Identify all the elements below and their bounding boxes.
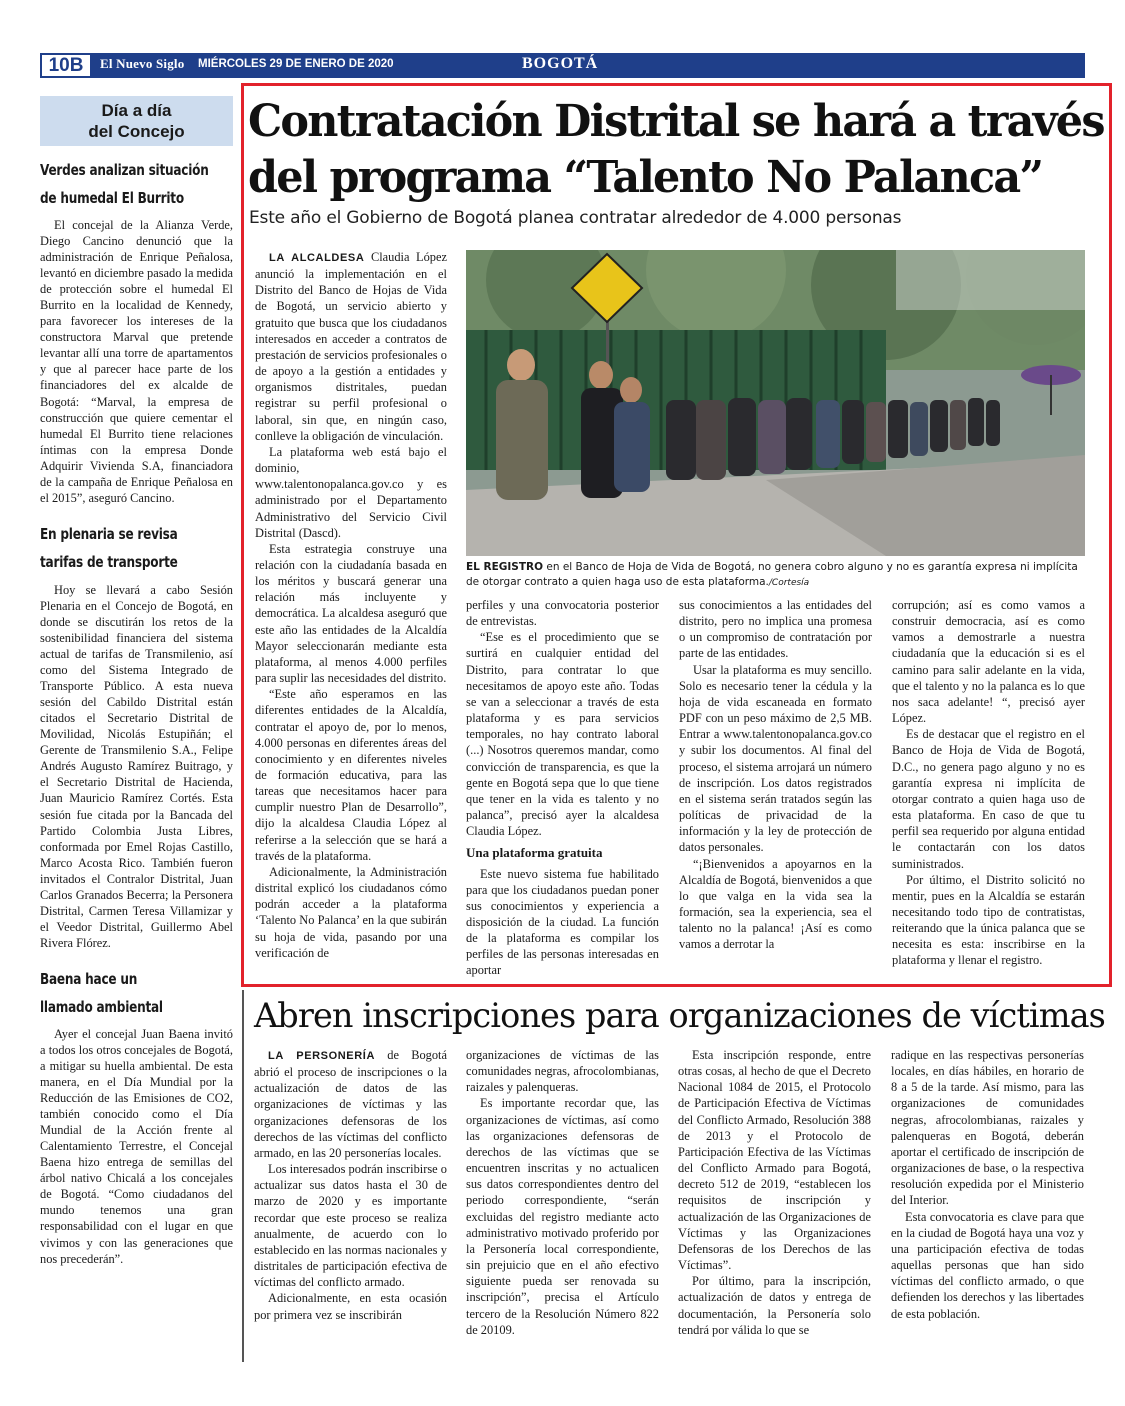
caption-text: en el Banco de Hoja de Vida de Bogotá, no genera cobro alguno y no es garantía expresa ni implícita de otorgar contrato a quien haga uso de esta plataforma. [466,561,1078,588]
main-subheadline: Este año el Gobierno de Bogotá planea contratar alrededor de 4.000 personas [249,208,902,228]
paragraph: de Bogotá abrió el proceso de inscripciones o la actualización de datos de las organizaciones de víctimas y las organizaciones defensoras de los derechos de las víctimas del conflicto armado, en las 20 personerías locales. [254,1048,447,1160]
story-body: Hoy se llevará a cabo Sesión Plenaria en el Concejo de Bogotá, en donde se discutirán los retos de la sostenibilidad financiera del sistema actual de tarifas de Transmilenio, así como del Sistema Integrado de Transporte Público. A esta nueva sesión del Cabildo Distrital están citados el Secretario Distrital de Movilidad, Nicolás Estupiñán; el Gerente de Transmilenio S.A., Felipe Andrés Augusto Ramírez Buitrago, y el Secretario Distrital de Hacienda, Juan Mauricio Ramírez Cortés. Esta sesión fue citada por la Bancada del Partido Colombia Justa Libres, conformada por Emel Rojas Castillo, Marco Acosta Rico. También fueron invitados el Contralor Distrital, Juan Carlos Granados Becerra; la Personera Distrital, Carmen Teresa Villamizar y el Veedor Distrital, Guillermo Abel Rivera Flórez. [40,582,233,950]
paragraph: perfiles y una convocatoria posterior de entrevistas. [466,598,659,629]
paragraph: organizaciones de víctimas de las comunidades negras, afrocolombianas, raizales y palenqueras. [466,1048,659,1095]
sidebar-title-box [40,96,233,146]
article-column-3 [679,597,872,952]
paragraph: Los interesados podrán inscribirse o actualizar sus datos hasta el 30 de marzo de 2020 y es importante recordar que este proceso se realiza anualmente, de acuerdo con lo establecido en las normas nacionales y distritales de participación efectiva de víctimas del conflicto armado. [254,1162,447,1290]
article-column-1 [255,249,447,961]
story-headline: En plenaria se revisa [40,524,178,543]
victims-column-4 [891,1047,1084,1322]
paragraph: radique en las respectivas personerías locales, en días hábiles, en horario de 8 a 5 de la tarde. Así mismo, para las organizaciones de comunidades negras, afrocolombianas, raizales y palenqueras en Bogotá, deberán aportar el certificado de inscripción de organizaciones de base, o la respectiva resolución expedida por el Ministerio del Interior. [891,1048,1084,1208]
paragraph: Por último, el Distrito solicitó no mentir, pues en la Alcaldía se estarán necesitando todo tipo de contratistas, reiterando que la única palanca que se necesita es esta: inscribirse en la plataforma y llenar el registro. [892,872,1085,968]
paragraph: Este nuevo sistema fue habilitado para que los ciudadanos puedan poner sus conocimientos y experiencia a disposición de la ciudad. La función de la plataforma es compilar los perfiles de las personas interesadas en aportar [466,866,659,978]
paragraph: “Ese es el procedimiento que se surtirá en cualquier entidad del Distrito, para contratar lo que necesitamos de apoyo este año. Todas se van a seleccionar a través de esta plataforma y es para servicios temporales, no hay contrato laboral (...) Nosotros queremos mandar, como convicción de transparencia, es que la gente en Bogotá sepa que lo que tiene que tener en la vida es talento y no palanca”, precisó ayer la alcaldesa Claudia López. [466,630,659,839]
main-headline [248,94,1108,206]
photo-caption [466,560,1085,591]
story-headline: tarifas de transporte [40,552,178,571]
sidebar-story-baena [40,965,233,1267]
caption-lead: EL REGISTRO [466,561,544,573]
headline-line: Contratación Distrital se hará a través [248,96,1104,147]
headline-line: del programa “Talento No Palanca” [248,152,1043,203]
article-column-4 [892,597,1085,969]
newspaper-name: El Nuevo Siglo [100,56,185,71]
story-headline: Baena hace un [40,969,138,988]
sidebar-story-plenaria [40,520,233,951]
victims-column-2 [466,1047,659,1338]
second-headline: Abren inscripciones para organizaciones de víctimas [254,996,1105,1035]
story-body: Ayer el concejal Juan Baena invitó a todos los otros concejales de Bogotá, a mitigar su huella ambiental. De esta manera, en el Día Mundial por la Reducción de las Emisiones de CO2, también conocido como el Día Mundial de la Acción frente al Calentamiento Terrestre, el Concejal Baena hizo entrega de semillas del árbol nativo Chicalá a los concejales de Bogotá. “Como ciudadanos del mundo tenemos una gran responsabilidad con el lugar en que vivimos y con las generaciones que nos precederán”. [40,1026,233,1266]
paragraph: Adicionalmente, en esta ocasión por primera vez se inscribirán [254,1291,447,1322]
lead-in: LA PERSONERÍA [268,1050,375,1062]
paragraph: La plataforma web está bajo el dominio, www.talentonopalanca.gov.co y es administrado por el Departamento Administrativo del Servicio Civil Distrital (Dascd). [255,444,447,540]
paragraph: Esta estrategia construye una relación con la ciudadanía basada en los méritos y buscará generar una relación más incluyente y democrática. La alcaldesa aseguró que este año las entidades de la Alcaldía Mayor seleccionarán mediante esta plataforma, al menos 4.000 perfiles para suplir las necesidades del distrito. [255,541,447,686]
section-name: BOGOTÁ [522,55,599,72]
paragraph: Es de destacar que el registro en el Banco de Hoja de Vida de Bogotá, D.C., no genera pago alguno y no es garantía expresa ni implícita de otorgar contrato a quien haga uso de esta plataforma. En caso de que tu perfil sea requerido por alguna entidad le contactarán con los datos suministrados. [892,727,1085,871]
story-headline: Verdes analizan situación [40,161,209,179]
victims-column-1 [254,1047,447,1323]
paragraph: Usar la plataforma es muy sencillo. Solo es necesario tener la cédula y la hoja de vida escaneada en formato PDF con un peso máximo de 2,5 MB. Entrar a www.talentonopalanca.gov.co y subir los documentos. Al final del proceso, el sistema arrojará un número de inscripción. Los datos registrados en el sistema serán tratados según las políticas de privacidad de la información y la ley de protección de datos personales. [679,662,872,855]
sidebar-title-line2: del Concejo [88,122,185,141]
article-column-2 [466,597,659,979]
paragraph: Es importante recordar que, las organizaciones de víctimas, así como las organizaciones defensoras de derechos de las víctimas que se encuentren inscritas y no actualicen sus datos correspondientes dentro del periodo correspondiente, “serán excluidas del registro mediante acto administrativo motivado proferido por la Personería local correspondiente, sin prejuicio que en el año efectivo siguiente pueda ser renovada su inscripción”, precisa el Artículo tercero de la Resolución Número 822 de 20109. [466,1096,659,1337]
victims-column-3 [678,1047,871,1338]
photo-credit: /Cortesía [768,578,810,588]
article-subtitle: Una plataforma gratuita [466,845,603,861]
paragraph: corrupción; así es como vamos a construir democracia, así es como vamos a demostrarle a nuestra ciudadanía que la educación si es el camino para salir adelante en la vida, que el talento y no la palanca es lo que nos saca adelante! “, precisó ayer López. [892,598,1085,726]
paragraph: “¡Bienvenidos a apoyarnos en la Alcaldía de Bogotá, bienvenidos a que lo que valga en la vida sea la formación, sea la experiencia, sea el talento no la palanca! ¡Así es como vamos a derrotar la [679,856,872,952]
sidebar-title-line1: Día a día [101,101,172,120]
registration-queue-photo [466,250,1085,556]
story-headline: de humedal El Burrito [40,189,184,207]
issue-date: MIÉRCOLES 29 DE ENERO DE 2020 [198,58,394,70]
page-number: 10B [40,53,92,78]
paragraph: Claudia López anunció la implementación en el Distrito del Banco de Hojas de Vida de Bogotá, un servicio abierto y gratuito que busca que los ciudadanos interesados en acceder a contratos de prestación de servicios profesionales o de apoyo a la gestión a entidades y organismos distritales, puedan registrar su perfil profesional o laboral, sin que, en ningún caso, conlleve la obligación de vinculación. [255,250,447,443]
paragraph: Por último, para la inscripción, actualización de datos y entrega de documentación, la Personería solo tendrá por válida lo que se [678,1274,871,1337]
story-body: El concejal de la Alianza Verde, Diego Cancino denunció que la administración de Enrique Peñalosa, levantó en diciembre pasado la medida de protección sobre el humedal El Burrito en la localidad de Kennedy, para favorecer los intereses de la constructora Marval que pretende levantar allí una torre de apartamentos y que al parecer hace parte de los financiadores del ex alcalde de Bogotá: “Marval, la empresa de construcción que quiere cementar el humedal El Burrito tiene relaciones íntimas con la empresa Donde Adquirir Vivienda S.A, financiadora de la campaña de Enrique Peñalosa en el 2015”, aseguró Cancino. [40,218,234,505]
lead-in: LA ALCALDESA [269,252,365,264]
paragraph: “Este año esperamos en las diferentes entidades de la Alcaldía, contratar el apoyo de, por lo menos, 4.000 personas en diferentes áreas del conocimiento y en diferentes niveles de formación educativa, para las tareas que necesitamos hacer para cumplir nuestro Plan de Desarrollo”, dijo la alcaldesa Claudia López al referirse a la selección que se hará a través de la plataforma. [255,687,447,863]
paragraph: Esta inscripción responde, entre otras cosas, al hecho de que el Decreto Nacional 1084 de 2015, el Protocolo de Participación Efectiva de Víctimas del Conflicto Armado, Resolución 388 de 2013 y el Protocolo de Participación Efectiva de las Víctimas del Conflicto Armado para Bogotá, decreto 512 de 2019, “establecen los requisitos de inscripción y actualización de las Organizaciones de Víctimas y las Organizaciones Defensoras de los Derechos de las Víctimas”. [678,1048,871,1273]
photo-illustration [466,250,1085,556]
column-divider [242,990,244,1362]
paragraph: Adicionalmente, la Administración distrital explicó los ciudadanos cómo podrán acceder a la plataforma ‘Talento No Palanca’ en la que subirán su hoja de vida, pasando por una verificación de [255,864,447,960]
paragraph: sus conocimientos a las entidades del distrito, pero no implica una promesa o un compromiso de contratación por parte de las entidades. [679,598,872,661]
concejo-sidebar [40,96,233,1267]
sidebar-story-humedal [40,156,233,506]
story-headline: llamado ambiental [40,997,163,1016]
paragraph: Esta convocatoria es clave para que en la ciudad de Bogotá haya una voz y una participación efectiva de todas aquellas personas que han sido víctimas del conflicto armado, o que defienden los derechos y las libertades de esta población. [891,1209,1084,1321]
